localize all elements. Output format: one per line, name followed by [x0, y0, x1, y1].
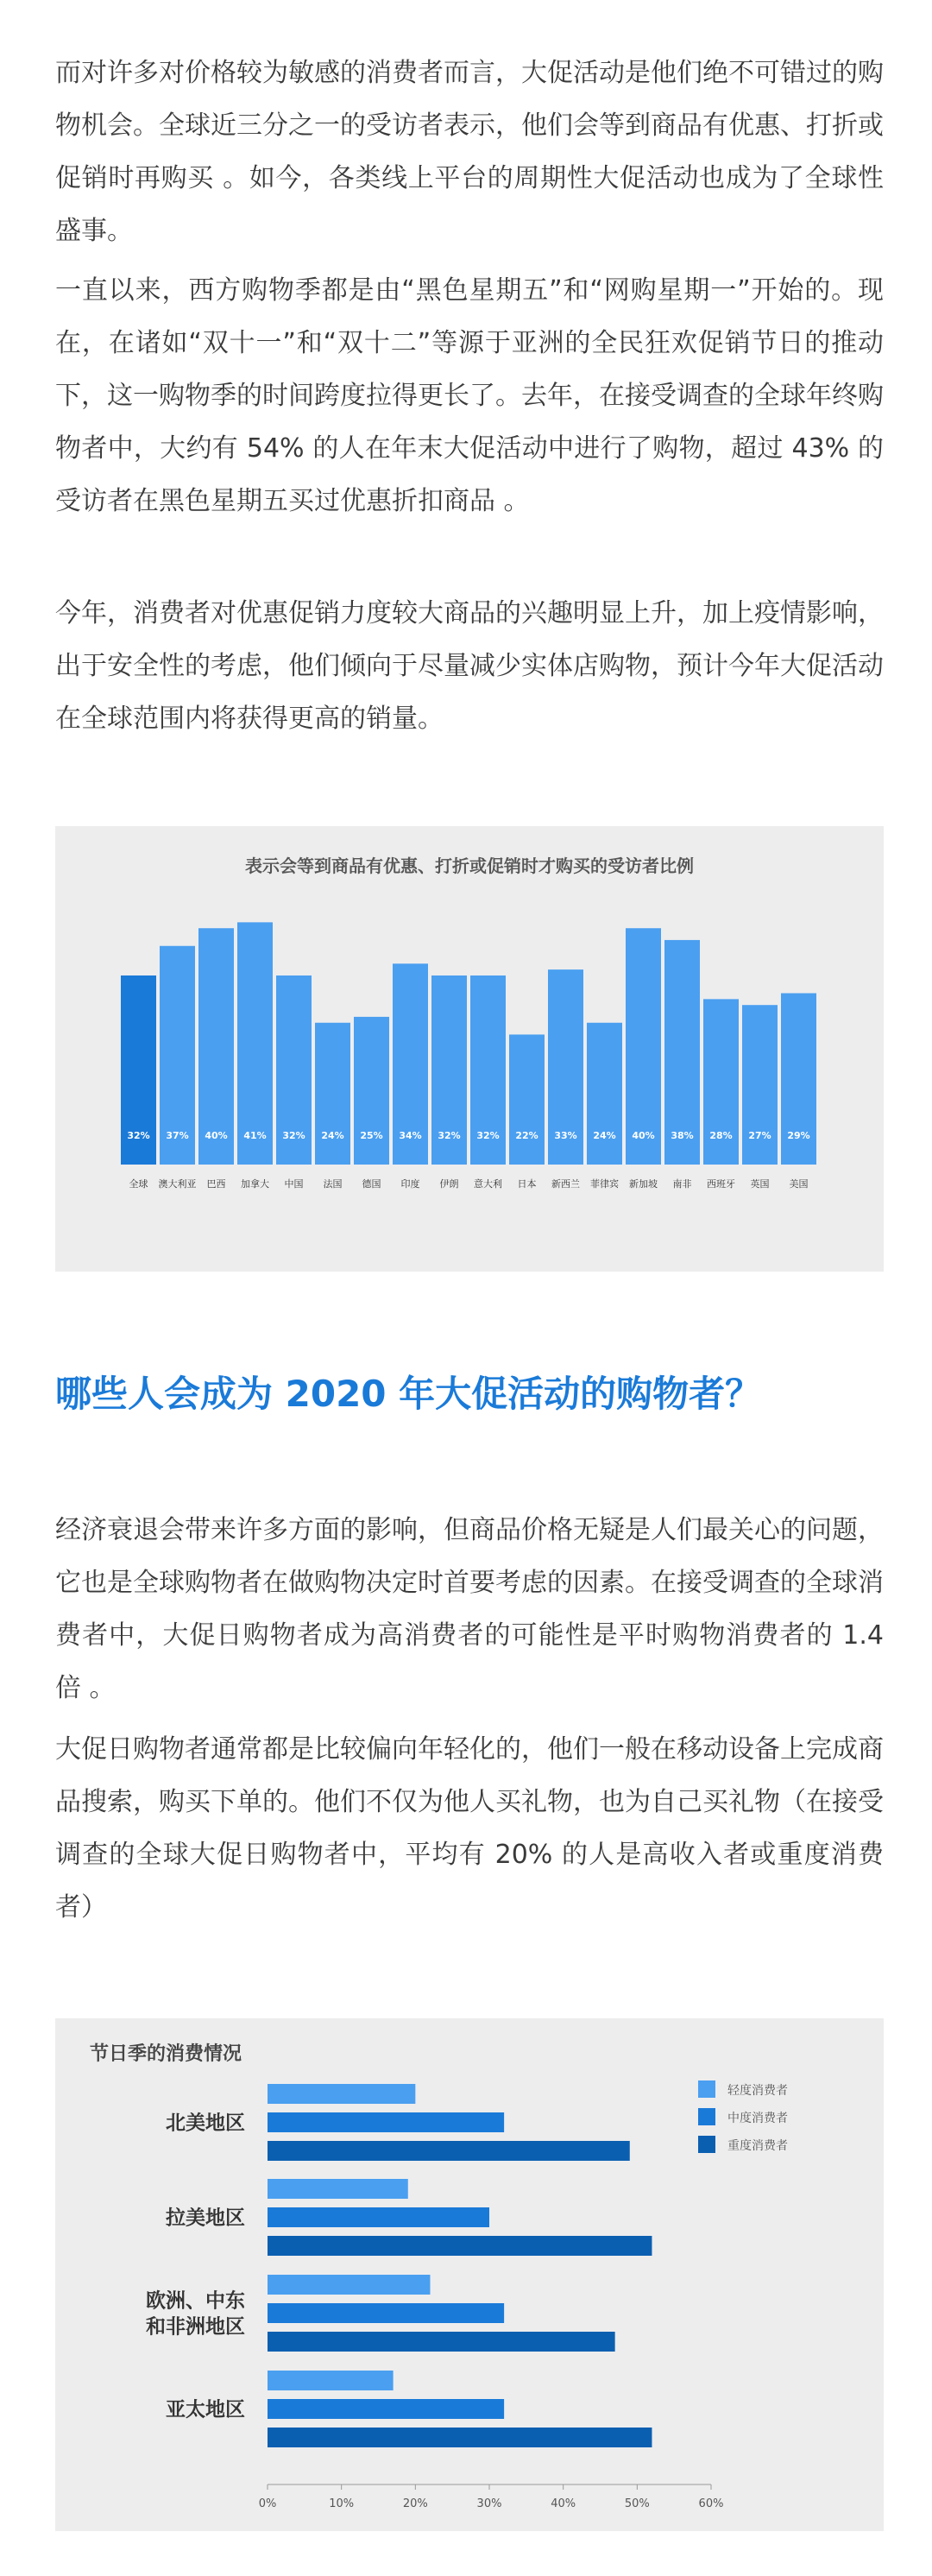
x-tick-label: 50% — [624, 2497, 650, 2510]
data-label: 32% — [438, 1130, 461, 1141]
x-tick-label: 60% — [698, 2497, 724, 2510]
bar — [268, 2303, 504, 2323]
category-label: 巴西 — [206, 1178, 226, 1190]
category-label: 伊朗 — [439, 1178, 459, 1190]
chart-title: 表示会等到商品有优惠、打折或促销时才购买的受访者比例 — [245, 856, 694, 876]
data-label: 40% — [205, 1130, 228, 1141]
paragraph-shopping-season: 一直以来，西方购物季都是由“黑色星期五”和“网购星期一”开始的。现在，在诸如“双十一”和“双十二”等源于亚洲的全民狂欢促销节日的推动下，这一购物季的时间跨度拉得更长了。去年，在接受调查的全球年终购物者中，大约有 54% 的人在年末大促活动中进行了购物，超过 43% 的受访者在黑色星期五买过优惠折扣商品 。 — [55, 275, 884, 516]
data-label: 28% — [709, 1130, 733, 1141]
category-label: 南非 — [672, 1178, 692, 1190]
data-label: 32% — [127, 1130, 150, 1141]
legend-label: 重度消费者 — [727, 2139, 788, 2153]
data-label: 32% — [282, 1130, 305, 1141]
bar — [268, 2332, 615, 2352]
chart-wait-for-discount — [55, 826, 884, 1272]
legend-swatch — [698, 2108, 715, 2125]
legend-label: 轻度消费者 — [727, 2084, 788, 2098]
legend-swatch — [698, 2080, 715, 2098]
legend-swatch — [698, 2136, 715, 2153]
paragraph-recession: 经济衰退会带来许多方面的影响，但商品价格无疑是人们最关心的问题，它也是全球购物者在做购物决定时首要考虑的因素。在接受调查的全球消费者中，大促日购物者成为高消费者的可能性是平时购物消费者的 1.4 倍 。 — [55, 1515, 884, 1703]
bar-chart-svg — [55, 826, 884, 1272]
legend-label: 中度消费者 — [727, 2112, 788, 2125]
bar — [268, 2236, 652, 2256]
bar — [198, 928, 234, 1165]
chart-title: 节日季的消费情况 — [90, 2043, 242, 2065]
data-label: 32% — [476, 1130, 500, 1141]
category-label: 德国 — [362, 1178, 381, 1190]
category-label: 印度 — [400, 1178, 420, 1190]
category-label: 法国 — [323, 1178, 343, 1190]
bar — [509, 1034, 545, 1165]
bar — [354, 1017, 389, 1165]
category-label: 亚太地区 — [166, 2398, 245, 2421]
paragraph-young-shoppers: 大促日购物者通常都是比较偏向年轻化的，他们一般在移动设备上完成商品搜索，购买下单的。他们不仅为他人买礼物，也为自己买礼物（在接受调查的全球大促日购物者中，平均有 20% 的人是高收入者或重度消费者） — [55, 1734, 884, 1923]
data-label: 38% — [671, 1130, 694, 1141]
data-label: 37% — [166, 1130, 189, 1141]
x-tick-label: 20% — [402, 2497, 428, 2510]
hbar-chart-svg — [55, 2018, 884, 2531]
x-tick-label: 30% — [476, 2497, 502, 2510]
category-label: 菲律宾 — [590, 1178, 619, 1190]
data-label: 22% — [515, 1130, 538, 1141]
category-label: 新加坡 — [629, 1178, 658, 1190]
bar — [268, 2112, 504, 2132]
category-label: 澳大利亚 — [158, 1178, 197, 1190]
bar — [315, 1023, 350, 1165]
data-label: 34% — [399, 1130, 422, 1141]
paragraph-this-year: 今年，消费者对优惠促销力度较大商品的兴趣明显上升，加上疫情影响，出于安全性的考虑，他们倾向于尽量减少实体店购物，预计今年大促活动在全球范围内将获得更高的销量。 — [55, 598, 884, 734]
x-tick-label: 10% — [329, 2497, 355, 2510]
data-label: 41% — [243, 1130, 267, 1141]
category-label: 英国 — [750, 1178, 770, 1190]
bar — [237, 922, 273, 1165]
chart-holiday-spending — [55, 2018, 884, 2531]
x-tick-label: 40% — [551, 2497, 576, 2510]
data-label: 40% — [632, 1130, 655, 1141]
category-label: 全球 — [129, 1178, 148, 1190]
data-label: 29% — [787, 1130, 810, 1141]
category-label: 拉美地区 — [166, 2207, 245, 2230]
bar — [268, 2141, 630, 2161]
category-label: 中国 — [284, 1178, 304, 1190]
bar — [268, 2275, 430, 2295]
category-label: 北美地区 — [166, 2112, 245, 2135]
data-label: 33% — [554, 1130, 577, 1141]
data-label: 25% — [360, 1130, 383, 1141]
category-label: 日本 — [517, 1178, 537, 1190]
data-label: 27% — [748, 1130, 771, 1141]
bar — [268, 2084, 415, 2104]
category-label: 西班牙 — [707, 1178, 735, 1190]
bar — [587, 1023, 622, 1165]
category-label: 加拿大 — [241, 1178, 269, 1190]
bar — [268, 2371, 394, 2390]
bar — [268, 2179, 408, 2199]
bar — [268, 2207, 489, 2227]
data-label: 24% — [593, 1130, 616, 1141]
category-label: 意大利 — [474, 1178, 502, 1190]
section-title: 哪些人会成为 2020 年大促活动的购物者？ — [55, 1373, 762, 1415]
category-label: 欧洲、中东和非洲地区 — [146, 2289, 245, 2339]
x-tick-label: 0% — [258, 2497, 277, 2510]
bar — [268, 2428, 652, 2447]
category-label: 新西兰 — [551, 1178, 580, 1190]
data-label: 24% — [321, 1130, 344, 1141]
category-label: 美国 — [789, 1178, 809, 1190]
paragraph-intro: 而对许多对价格较为敏感的消费者而言，大促活动是他们绝不可错过的购物机会。全球近三分之一的受访者表示，他们会等到商品有优惠、打折或促销时再购买 。如今，各类线上平台的周期性大促活动也成为了全球性盛事。 — [55, 58, 884, 246]
bar — [268, 2399, 504, 2419]
bar — [626, 928, 661, 1165]
